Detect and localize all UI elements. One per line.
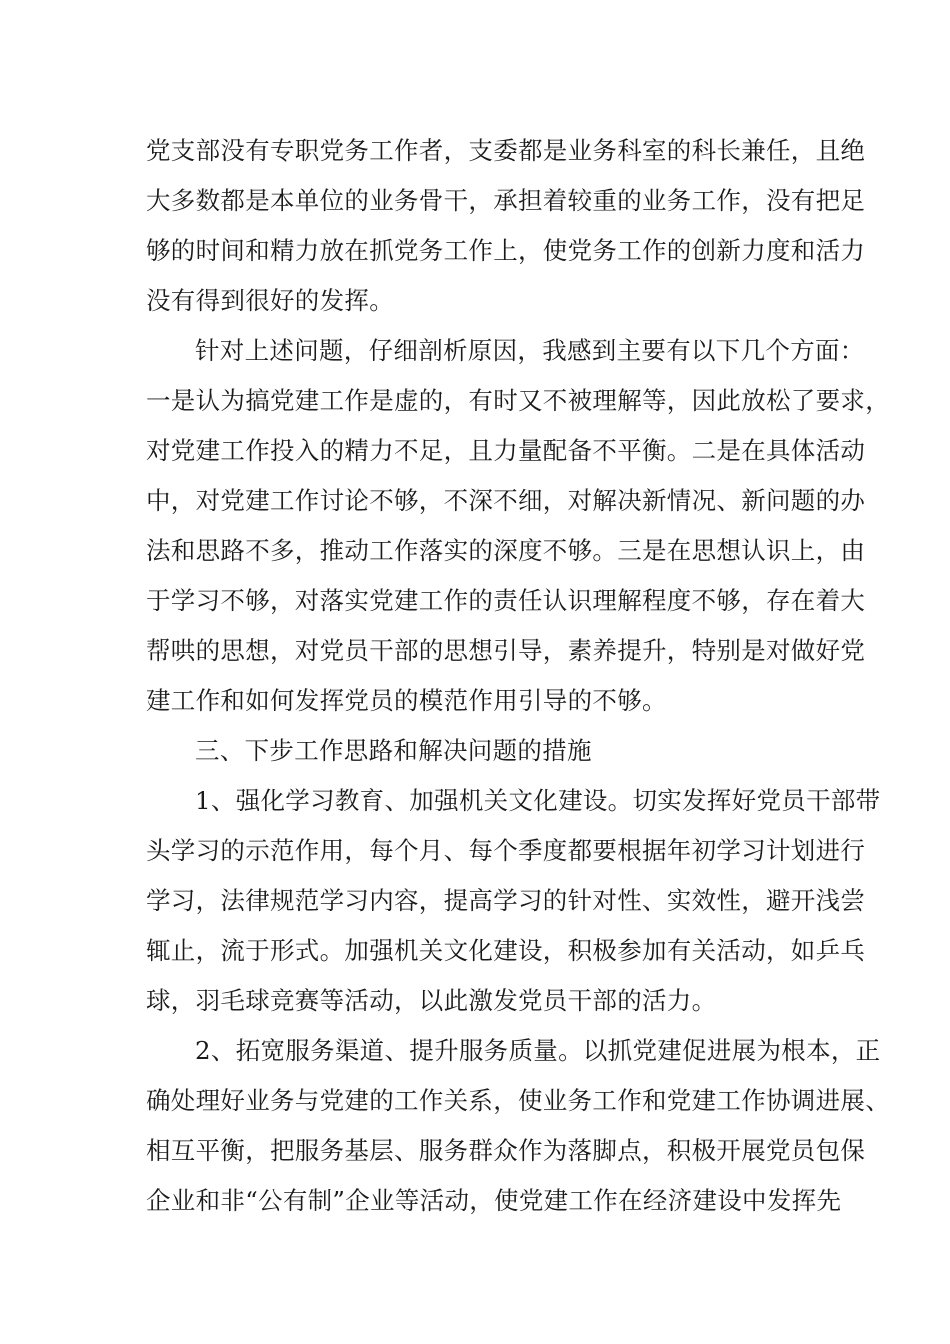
text-line: 辄止，流于形式。加强机关文化建设，积极参加有关活动，如乒乓: [146, 936, 866, 965]
text-line: 够的时间和精力放在抓党务工作上，使党务工作的创新力度和活力: [146, 236, 866, 265]
text-line: 没有得到很好的发挥。: [146, 286, 394, 315]
text-line: 对党建工作投入的精力不足，且力量配备不平衡。二是在具体活动: [146, 436, 866, 465]
text-line: 球，羽毛球竞赛等活动，以此激发党员干部的活力。: [146, 986, 717, 1015]
text-line: 相互平衡，把服务基层、服务群众作为落脚点，积极开展党员包保: [146, 1136, 866, 1165]
text-line: 确处理好业务与党建的工作关系，使业务工作和党建工作协调进展、: [146, 1086, 890, 1115]
paragraph-first-line: 针对上述问题，仔细剖析原因，我感到主要有以下几个方面：: [195, 336, 865, 365]
paragraph-first-line: 1、强化学习教育、加强机关文化建设。切实发挥好党员干部带: [195, 786, 881, 815]
text-line: 党支部没有专职党务工作者，支委都是业务科室的科长兼任，且绝: [146, 136, 866, 165]
text-line: 建工作和如何发挥党员的模范作用引导的不够。: [146, 686, 667, 715]
text-line: 企业和非“公有制”企业等活动，使党建工作在经济建设中发挥先: [146, 1186, 842, 1215]
section-heading: 三、下步工作思路和解决问题的措施: [195, 736, 592, 765]
text-line: 法和思路不多，推动工作落实的深度不够。三是在思想认识上，由: [146, 536, 866, 565]
text-line: 大多数都是本单位的业务骨干，承担着较重的业务工作，没有把足: [146, 186, 866, 215]
text-line: 一是认为搞党建工作是虚的，有时又不被理解等，因此放松了要求，: [146, 386, 890, 415]
text-line: 头学习的示范作用，每个月、每个季度都要根据年初学习计划进行: [146, 836, 866, 865]
text-line: 于学习不够，对落实党建工作的责任认识理解程度不够，存在着大: [146, 586, 866, 615]
text-line: 帮哄的思想，对党员干部的思想引导，素养提升，特别是对做好党: [146, 636, 866, 665]
text-line: 中，对党建工作讨论不够，不深不细，对解决新情况、新问题的办: [146, 486, 866, 515]
text-line: 学习，法律规范学习内容，提高学习的针对性、实效性，避开浅尝: [146, 886, 866, 915]
paragraph-first-line: 2、拓宽服务渠道、提升服务质量。以抓党建促进展为根本，正: [195, 1036, 881, 1065]
